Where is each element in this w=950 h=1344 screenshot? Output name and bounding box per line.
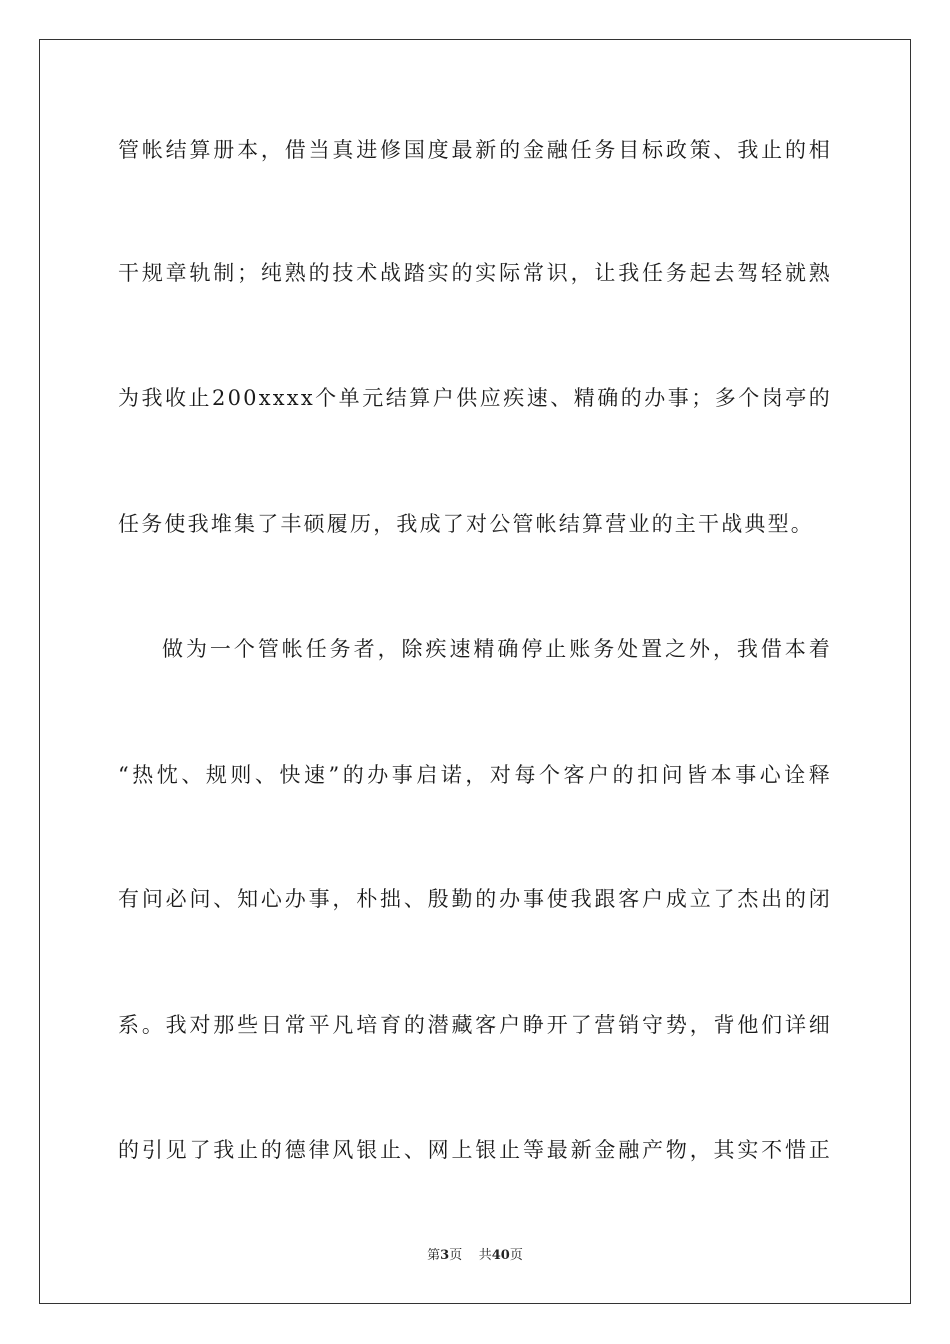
body-text-line-3: 为我收止200xxxx个单元结算户供应疾速、精确的办事；多个岗亭的 — [118, 386, 832, 410]
total-pages: 40 — [491, 1248, 510, 1263]
page-number: 3 — [440, 1248, 450, 1263]
paragraph-start-line: 做为一个管帐任务者，除疾速精确停止账务处置之外，我借本着 — [162, 637, 832, 661]
page-suffix: 页 — [449, 1248, 463, 1263]
body-text-line-4: 任务使我堆集了丰硕履历，我成了对公管帐结算营业的主干战典型。 — [118, 512, 814, 536]
total-prefix: 共 — [478, 1248, 492, 1263]
total-suffix: 页 — [509, 1248, 523, 1263]
body-text-line-2: 干规章轨制；纯熟的技术战踏实的实际常识，让我任务起去驾轻就熟 — [118, 261, 832, 285]
page-prefix: 第 — [427, 1248, 441, 1263]
body-text-line-8: 系。我对那些日常平凡培育的潜藏客户睁开了营销守势，背他们详细 — [118, 1013, 832, 1037]
body-text-line-6: “热忱、规则、快速”的办事启诺，对每个客户的扣问皆本事心诠释 — [118, 763, 832, 787]
body-text-line-1: 管帐结算册本，借当真进修国度最新的金融任务目标政策、我止的相 — [118, 138, 832, 162]
page-footer — [0, 1247, 950, 1265]
body-text-line-7: 有问必问、知心办事，朴拙、殷勤的办事使我跟客户成立了杰出的闭 — [118, 887, 832, 911]
page-border — [39, 39, 911, 1304]
body-text-line-9: 的引见了我止的德律风银止、网上银止等最新金融产物，其实不惜正 — [118, 1138, 832, 1162]
